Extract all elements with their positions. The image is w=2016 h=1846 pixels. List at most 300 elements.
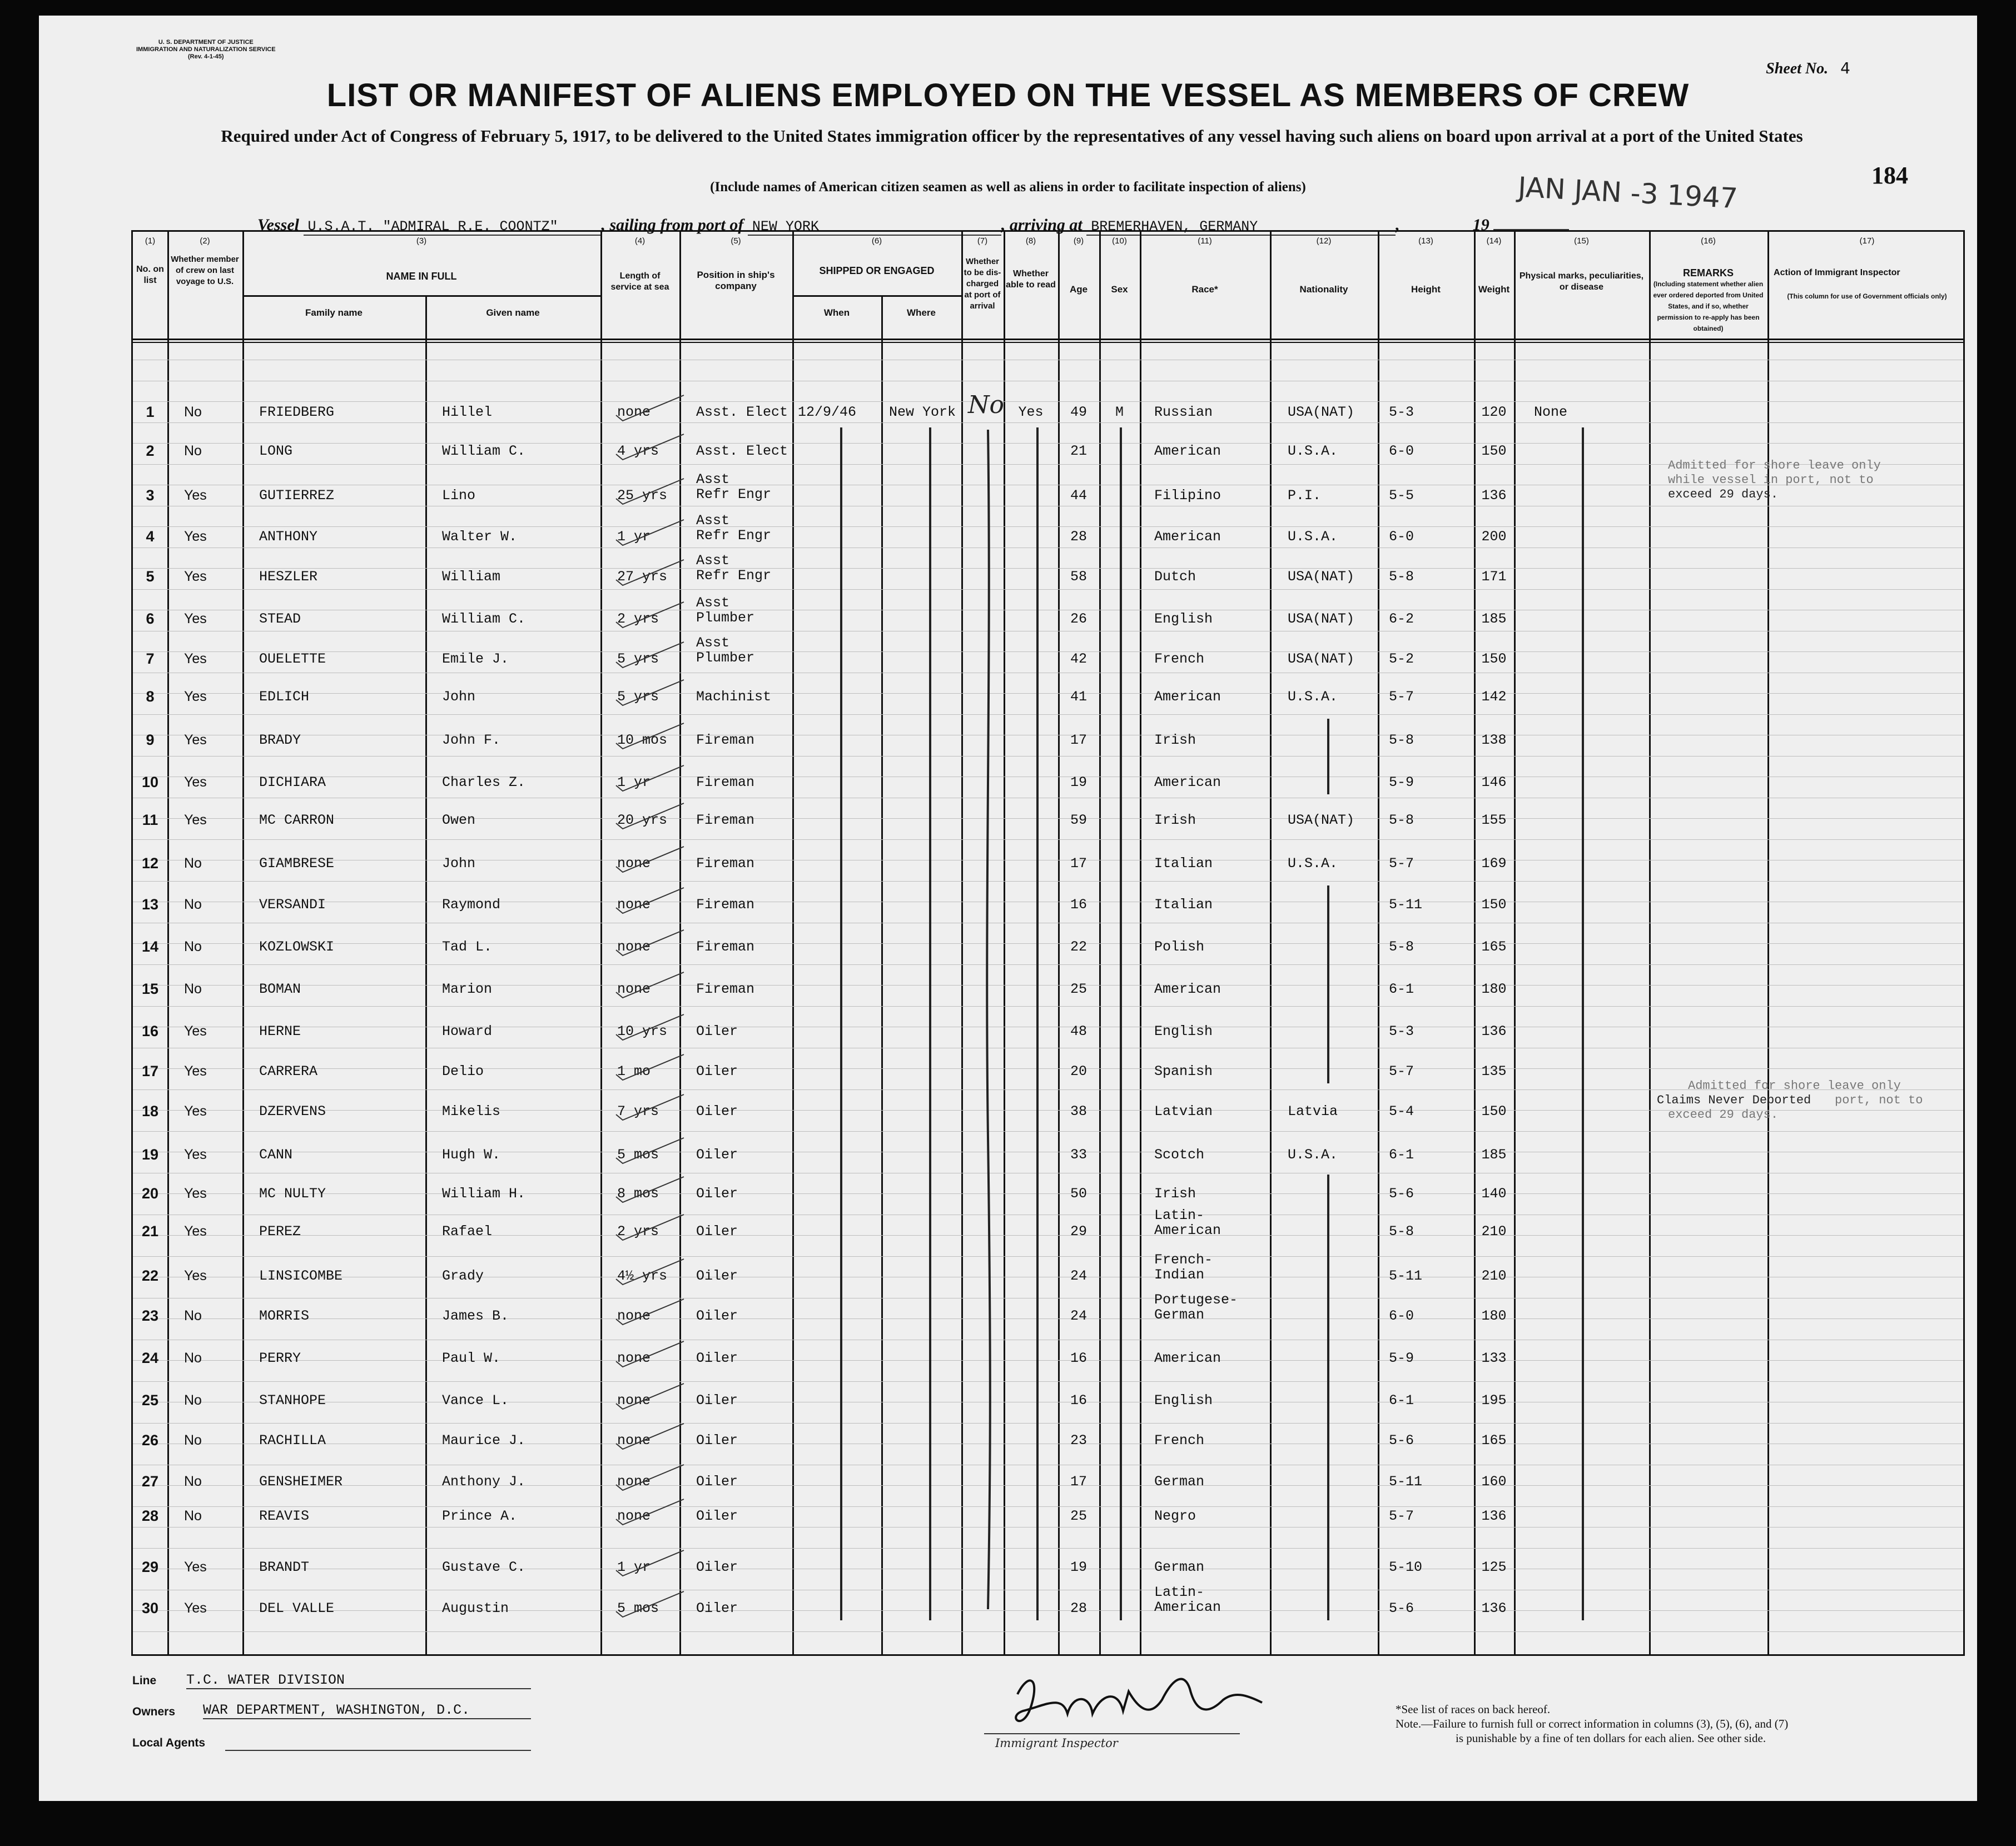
service-cell: 8 mos (617, 1186, 659, 1202)
member-cell: No (184, 1350, 202, 1366)
position-cell: Oiler (696, 1559, 738, 1575)
height-cell: 6-1 (1389, 1392, 1414, 1409)
ruled-line (133, 964, 1963, 965)
service-cell: 5 mos (617, 1600, 659, 1616)
ruled-line (133, 589, 1963, 590)
member-cell: Yes (184, 1559, 207, 1575)
inspector-label: Immigrant Inspector (995, 1736, 1118, 1750)
member-cell: No (184, 1432, 202, 1448)
age-cell: 17 (1070, 732, 1087, 748)
row-number: 22 (141, 1267, 159, 1284)
height-cell: 5-8 (1389, 732, 1414, 748)
weight-cell: 185 (1481, 611, 1507, 627)
manifest-sheet (39, 16, 1977, 1801)
given-name-cell: Howard (442, 1023, 493, 1039)
row-number: 8 (146, 688, 155, 705)
check-mark (612, 1136, 689, 1169)
service-cell: 1 yr (617, 774, 651, 790)
age-cell: 16 (1070, 1350, 1087, 1366)
service-cell: none (617, 981, 651, 997)
position-cell: Oiler (696, 1186, 738, 1202)
race-cell: French (1154, 1432, 1205, 1449)
height-cell: 5-8 (1389, 569, 1414, 585)
age-cell: 16 (1070, 897, 1087, 913)
member-cell: Yes (184, 651, 207, 666)
race-cell: French (1154, 651, 1205, 667)
family-name-cell: PERRY (259, 1350, 301, 1366)
arriving-value: BREMERHAVEN, GERMANY (1086, 218, 1396, 236)
height-header: Height (1411, 284, 1441, 295)
height-cell: 5-4 (1389, 1103, 1414, 1119)
service-cell: 1 yr (617, 529, 651, 545)
race-cell: American (1154, 443, 1221, 459)
sheet-number (1766, 59, 1850, 78)
action-header: Action of Immigrant Inspector (1774, 268, 1900, 277)
height-cell: 5-8 (1389, 1223, 1414, 1240)
line-label: Line (132, 1674, 157, 1687)
service-name: IMMIGRATION AND NATURALIZATION SERVICE (136, 46, 276, 53)
column-number: (12) (1316, 236, 1332, 246)
position-header: Position in ship's company (697, 270, 775, 291)
position-cell: Oiler (696, 1103, 738, 1119)
family-name-cell: BRANDT (259, 1559, 310, 1575)
when-cell: 12/9/46 (798, 404, 857, 420)
subheader-line (242, 295, 600, 297)
requirement-text: Required under Act of Congress of February 5, 1917, to be delivered to the United States immigration officer by the representatives of any vessel having such aliens on board upon arrival at a port of the United States (221, 126, 1803, 146)
race-cell: Italian (1154, 855, 1213, 872)
age-cell: 50 (1070, 1186, 1087, 1202)
ditto-mark (1036, 427, 1039, 1620)
column-number: (8) (1025, 236, 1036, 246)
header-divider (133, 339, 1963, 340)
member-cell: Yes (184, 1268, 207, 1283)
column-number: (17) (1859, 236, 1875, 246)
height-cell: 5-10 (1389, 1559, 1423, 1575)
column-number: (13) (1418, 236, 1433, 246)
weight-cell: 133 (1481, 1350, 1507, 1366)
agents-line (225, 1750, 531, 1751)
row-number: 28 (141, 1507, 159, 1524)
nationality-cell: USA(NAT) (1288, 611, 1355, 627)
ditto-mark (1327, 719, 1329, 794)
member-cell: Yes (184, 487, 207, 503)
age-cell: 58 (1070, 569, 1087, 585)
weight-cell: 160 (1481, 1474, 1507, 1490)
given-name-cell: Prince A. (442, 1508, 518, 1524)
include-note: (Include names of American citizen seamen as well as aliens in order to facilitate inspection of aliens) (710, 180, 1306, 195)
weight-cell: 146 (1481, 774, 1507, 790)
ditto-mark (1327, 885, 1329, 1083)
position-cell: Fireman (696, 939, 755, 955)
family-name-cell: ANTHONY (259, 529, 318, 545)
given-name-cell: Vance L. (442, 1392, 509, 1409)
service-header: Length of service at sea (610, 271, 669, 292)
member-cell: No (184, 1474, 202, 1489)
race-cell: Polish (1154, 939, 1205, 955)
penalty-note: is punishable by a fine of ten dollars for each alien. See other side. (1456, 1731, 1766, 1745)
height-cell: 5-3 (1389, 1023, 1414, 1039)
weight-cell: 210 (1481, 1268, 1507, 1284)
service-cell: 10 mos (617, 732, 668, 748)
family-name-cell: EDLICH (259, 689, 310, 705)
weight-cell: 125 (1481, 1559, 1507, 1575)
date-stamp: JAN JAN -3 1947 (1517, 171, 1739, 215)
check-mark (612, 1092, 689, 1126)
check-mark (612, 1339, 689, 1372)
sailing-value: NEW YORK (748, 218, 1001, 236)
member-cell: Yes (184, 774, 207, 790)
given-name-cell: Maurice J. (442, 1432, 526, 1449)
position-cell: Oiler (696, 1508, 738, 1524)
age-cell: 28 (1070, 529, 1087, 545)
row-number: 10 (141, 774, 159, 790)
member-cell: Yes (184, 732, 207, 748)
given-name-cell: John (442, 689, 476, 705)
column-number: (9) (1073, 236, 1084, 246)
given-name-cell: Augustin (442, 1600, 509, 1616)
position-cell: Asst. Elect (696, 443, 788, 459)
race-cell: American (1154, 529, 1221, 545)
family-name-cell: MORRIS (259, 1308, 310, 1324)
nationality-cell: USA(NAT) (1288, 569, 1355, 585)
weight-cell: 180 (1481, 981, 1507, 997)
nationality-cell: P.I. (1288, 487, 1322, 504)
family-name-cell: GIAMBRESE (259, 855, 335, 872)
height-cell: 6-0 (1389, 1308, 1414, 1324)
check-mark (612, 1381, 689, 1415)
weight-cell: 150 (1481, 897, 1507, 913)
race-cell: American (1154, 689, 1221, 705)
race-cell: Spanish (1154, 1063, 1213, 1079)
position-cell: Asst Refr Engr (696, 471, 772, 502)
remarks-sub-header: (Including statement whether alien ever ordered deported from United States, and if so, whether permission to re-apply has been obtained) (1653, 280, 1764, 332)
service-cell: 1 mo (617, 1063, 651, 1079)
line-value: T.C. WATER DIVISION (186, 1672, 531, 1689)
given-name-header: Given name (486, 307, 540, 318)
position-cell: Fireman (696, 855, 755, 872)
row-number: 4 (146, 528, 155, 545)
position-cell: Fireman (696, 981, 755, 997)
remark-claims-deported: Claims Never Deported (1657, 1093, 1811, 1107)
position-cell: Fireman (696, 774, 755, 790)
weight-cell: 136 (1481, 1023, 1507, 1039)
given-name-cell: Owen (442, 812, 476, 828)
height-cell: 5-11 (1389, 1474, 1423, 1490)
remark-shore-leave: Admitted for shore leave only (1688, 1079, 1901, 1093)
race-cell: Latin- American (1154, 1207, 1221, 1238)
weight-cell: 136 (1481, 1600, 1507, 1616)
weight-cell: 136 (1481, 1508, 1507, 1524)
check-mark (612, 844, 689, 878)
row-number: 19 (141, 1146, 159, 1163)
where-header: Where (907, 307, 936, 318)
ruled-line (133, 422, 1963, 423)
age-cell: 21 (1070, 443, 1087, 459)
vessel-line: Vessel U.S.A.T. "ADMIRAL R.E. COONTZ" , sailing from port of NEW YORK , arriving at BREMERHAVEN, GERMANY , 19 (257, 216, 1569, 236)
given-name-cell: Lino (442, 487, 476, 504)
age-cell: 59 (1070, 812, 1087, 828)
shipped-header: SHIPPED OR ENGAGED (819, 265, 935, 276)
given-name-cell: Charles Z. (442, 774, 526, 790)
weight-cell: 150 (1481, 1103, 1507, 1119)
age-cell: 24 (1070, 1268, 1087, 1284)
given-name-cell: James B. (442, 1308, 509, 1324)
check-mark (612, 1052, 689, 1086)
age-cell: 48 (1070, 1023, 1087, 1039)
arriving-label: arriving at (1009, 216, 1083, 234)
discharged-ditto-line (977, 430, 999, 1626)
name-header: NAME IN FULL (386, 271, 457, 282)
position-cell: Asst Refr Engr (696, 553, 772, 584)
family-name-cell: DICHIARA (259, 774, 326, 790)
service-cell: none (617, 855, 651, 872)
check-mark (612, 1548, 689, 1581)
member-cell: Yes (184, 812, 207, 828)
family-name-cell: CARRERA (259, 1063, 318, 1079)
position-cell: Oiler (696, 1023, 738, 1039)
weight-header: Weight (1478, 284, 1510, 295)
age-cell: 44 (1070, 487, 1087, 504)
position-cell: Oiler (696, 1147, 738, 1163)
height-cell: 5-11 (1389, 897, 1423, 913)
given-name-cell: Hillel (442, 404, 493, 420)
sailing-label: sailing from port of (609, 216, 744, 234)
given-name-cell: Hugh W. (442, 1147, 501, 1163)
nationality-cell: USA(NAT) (1288, 404, 1355, 420)
weight-cell: 120 (1481, 404, 1507, 420)
position-cell: Oiler (696, 1268, 738, 1284)
position-cell: Oiler (696, 1308, 738, 1324)
weight-cell: 140 (1481, 1186, 1507, 1202)
nationality-cell: U.S.A. (1288, 689, 1338, 705)
service-cell: 2 yrs (617, 1223, 659, 1240)
check-mark (612, 1175, 689, 1208)
age-header: Age (1069, 284, 1088, 295)
check-mark (612, 476, 689, 510)
given-name-cell: Delio (442, 1063, 484, 1079)
nationality-cell: USA(NAT) (1288, 651, 1355, 667)
check-mark (612, 928, 689, 961)
remark-shore-leave: Admitted for shore leave only (1668, 459, 1881, 472)
member-cell: No (184, 939, 202, 954)
position-cell: Oiler (696, 1350, 738, 1366)
race-cell: English (1154, 1023, 1213, 1039)
nationality-header: Nationality (1299, 284, 1348, 295)
race-cell: Russian (1154, 404, 1213, 420)
race-cell: English (1154, 1392, 1213, 1409)
check-mark (612, 640, 689, 673)
family-name-header: Family name (305, 307, 363, 318)
vessel-label: Vessel (257, 216, 299, 234)
position-cell: Fireman (696, 812, 755, 828)
nationality-cell: U.S.A. (1288, 855, 1338, 872)
member-cell: Yes (184, 569, 207, 584)
height-cell: 5-7 (1389, 1508, 1414, 1524)
column-number: (11) (1198, 236, 1212, 246)
position-cell: Asst Plumber (696, 595, 755, 626)
member-cell: Yes (184, 689, 207, 704)
check-mark (612, 432, 689, 465)
given-name-cell: Paul W. (442, 1350, 501, 1366)
physical-marks-header: Physical marks, peculiarities, or disease (1519, 271, 1644, 292)
inspector-line (984, 1733, 1240, 1734)
age-cell: 25 (1070, 1508, 1087, 1524)
family-name-cell: MC NULTY (259, 1186, 326, 1202)
position-cell: Machinist (696, 689, 772, 705)
position-cell: Asst Plumber (696, 635, 755, 666)
ditto-mark (1120, 427, 1122, 1620)
column-divider (881, 295, 883, 1654)
height-cell: 6-1 (1389, 981, 1414, 997)
weight-cell: 150 (1481, 443, 1507, 459)
family-name-cell: HERNE (259, 1023, 301, 1039)
member-cell: No (184, 1392, 202, 1408)
ruled-line (133, 1256, 1963, 1257)
ruled-line (133, 526, 1963, 527)
member-cell: No (184, 443, 202, 459)
service-cell: 4½ yrs (617, 1268, 668, 1284)
service-cell: 5 yrs (617, 689, 659, 705)
ruled-line (133, 1381, 1963, 1382)
weight-cell: 169 (1481, 855, 1507, 872)
ditto-mark (1327, 1175, 1329, 1620)
discharged-header: Whether to be dis-charged at port of arrival (964, 257, 1001, 311)
family-name-cell: DEL VALLE (259, 1600, 335, 1616)
ruled-line (133, 1423, 1963, 1424)
nationality-cell: U.S.A. (1288, 1147, 1338, 1163)
ruled-line (133, 714, 1963, 715)
row-number: 16 (141, 1023, 159, 1039)
service-cell: 25 yrs (617, 487, 668, 504)
check-mark (612, 1212, 689, 1246)
height-cell: 5-6 (1389, 1186, 1414, 1202)
weight-cell: 150 (1481, 651, 1507, 667)
page-title: LIST OR MANIFEST OF ALIENS EMPLOYED ON THE VESSEL AS MEMBERS OF CREW (326, 77, 1690, 113)
read-cell: Yes (1018, 404, 1044, 420)
given-name-cell: John F. (442, 732, 501, 748)
service-cell: none (617, 1308, 651, 1324)
member-cell: No (184, 404, 202, 420)
sheet-label: Sheet No. (1766, 60, 1829, 77)
inspector-signature (984, 1661, 1295, 1739)
family-name-cell: LONG (259, 443, 293, 459)
check-mark (612, 678, 689, 711)
remark-shore-leave: exceed 29 days. (1668, 487, 1779, 501)
remark-shore-leave: exceed 29 days. (1668, 1108, 1779, 1122)
weight-cell: 165 (1481, 1432, 1507, 1449)
owners-label: Owners (132, 1705, 176, 1718)
race-header: Race* (1191, 284, 1218, 295)
given-name-cell: Raymond (442, 897, 501, 913)
nationality-cell: Latvia (1288, 1103, 1338, 1119)
race-cell: American (1154, 1350, 1221, 1366)
height-cell: 6-2 (1389, 611, 1414, 627)
service-cell: none (617, 1350, 651, 1366)
department-name: U. S. DEPARTMENT OF JUSTICE (158, 39, 254, 46)
position-cell: Fireman (696, 897, 755, 913)
member-cell: Yes (184, 1223, 207, 1239)
column-number: (10) (1112, 236, 1127, 246)
race-cell: Filipino (1154, 487, 1221, 504)
position-cell: Oiler (696, 1392, 738, 1409)
row-number: 21 (141, 1223, 159, 1240)
department-block (136, 39, 276, 61)
weight-cell: 200 (1481, 529, 1507, 545)
row-number: 17 (141, 1063, 159, 1079)
weight-cell: 171 (1481, 569, 1507, 585)
check-mark (612, 1012, 689, 1046)
age-cell: 20 (1070, 1063, 1087, 1079)
given-name-cell: William (442, 569, 501, 585)
given-name-cell: Rafael (442, 1223, 493, 1240)
nationality-cell: U.S.A. (1288, 443, 1338, 459)
member-cell: No (184, 855, 202, 871)
age-cell: 49 (1070, 404, 1087, 420)
row-number: 25 (141, 1392, 159, 1409)
physical-marks-cell: None (1534, 404, 1568, 420)
check-mark (612, 763, 689, 797)
member-cell: No (184, 1308, 202, 1323)
check-mark (612, 1497, 689, 1530)
page-number: 184 (1871, 162, 1908, 189)
family-name-cell: FRIEDBERG (259, 404, 335, 420)
column-number: (2) (200, 236, 210, 246)
given-name-cell: William C. (442, 611, 526, 627)
position-cell: Asst. Elect (696, 404, 788, 420)
race-cell: French- Indian (1154, 1252, 1213, 1283)
weight-cell: 195 (1481, 1392, 1507, 1409)
given-name-cell: Walter W. (442, 529, 518, 545)
row-number: 6 (146, 610, 155, 627)
service-cell: 5 yrs (617, 651, 659, 667)
age-cell: 28 (1070, 1600, 1087, 1616)
nationality-cell: USA(NAT) (1288, 812, 1355, 828)
family-name-cell: GENSHEIMER (259, 1474, 343, 1490)
family-name-cell: STANHOPE (259, 1392, 326, 1409)
age-cell: 41 (1070, 689, 1087, 705)
row-number: 20 (141, 1185, 159, 1202)
when-header: When (823, 307, 850, 318)
year-label: 19 (1472, 216, 1489, 234)
height-cell: 5-7 (1389, 689, 1414, 705)
ruled-line (133, 881, 1963, 882)
race-cell: Portugese- German (1154, 1292, 1238, 1323)
position-cell: Oiler (696, 1474, 738, 1490)
family-name-cell: VERSANDI (259, 897, 326, 913)
discharged-cell: No (968, 391, 1004, 419)
race-cell: Irish (1154, 1186, 1196, 1202)
race-cell: English (1154, 611, 1213, 627)
age-cell: 26 (1070, 611, 1087, 627)
family-name-cell: OUELETTE (259, 651, 326, 667)
given-name-cell: Tad L. (442, 939, 493, 955)
service-cell: none (617, 1474, 651, 1490)
height-cell: 5-11 (1389, 1268, 1423, 1284)
column-divider (425, 295, 427, 1654)
age-cell: 29 (1070, 1223, 1087, 1240)
column-number: (16) (1701, 236, 1716, 246)
height-cell: 5-7 (1389, 1063, 1414, 1079)
race-cell: Latin- American (1154, 1584, 1221, 1615)
race-cell: Italian (1154, 897, 1213, 913)
member-cell: Yes (184, 529, 207, 544)
column-number: (1) (145, 236, 156, 246)
weight-cell: 135 (1481, 1063, 1507, 1079)
sex-header: Sex (1111, 284, 1128, 295)
height-cell: 5-7 (1389, 855, 1414, 872)
age-cell: 25 (1070, 981, 1087, 997)
member-cell: Yes (184, 1147, 207, 1162)
